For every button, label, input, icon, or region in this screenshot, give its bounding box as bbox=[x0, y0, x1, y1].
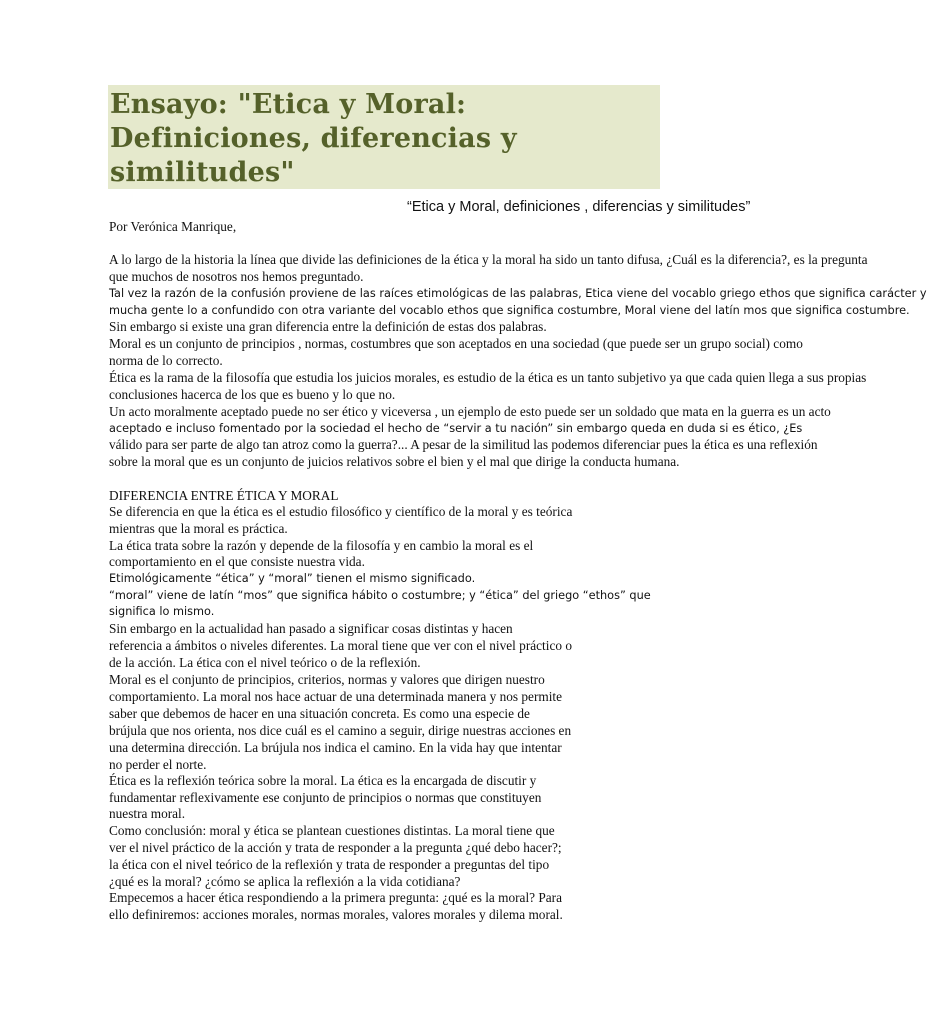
paragraph-line: que muchos de nosotros nos hemos preguntado. bbox=[109, 269, 364, 284]
essay-subtitle: “Etica y Moral, definiciones , diferencias y similitudes” bbox=[407, 199, 751, 215]
paragraph-line: A lo largo de la historia la línea que divide las definiciones de la ética y la moral ha sido un tanto difusa, ¿Cuál es la diferencia?, es la pregunta bbox=[109, 252, 868, 267]
paragraph-line: comportamiento. La moral nos hace actuar de una determinada manera y nos permite bbox=[109, 689, 563, 704]
paragraph-line: no perder el norte. bbox=[109, 757, 207, 772]
paragraph-line: una determina dirección. La brújula nos indica el camino. En la vida hay que intentar bbox=[109, 740, 562, 755]
paragraph-line: conclusiones hacerca de los que es bueno y lo que no. bbox=[109, 387, 396, 402]
paragraph-line: significa lo mismo. bbox=[109, 605, 215, 618]
paragraph-line: ¿qué es la moral? ¿cómo se aplica la reflexión a la vida cotidiana? bbox=[109, 874, 461, 889]
paragraph-line: la ética con el nivel teórico de la reflexión y trata de responder a preguntas del tipo bbox=[109, 857, 550, 872]
paragraph-line: mucha gente lo a confundido con otra variante del vocablo ethos que significa costumbre, Moral viene del latín mos que significa costumbre. bbox=[109, 304, 910, 317]
paragraph-line: La ética trata sobre la razón y depende de la filosofía y en cambio la moral es el bbox=[109, 538, 534, 553]
paragraph-line: nuestra moral. bbox=[109, 806, 186, 821]
paragraph-line: brújula que nos orienta, nos dice cuál es el camino a seguir, dirige nuestras acciones en bbox=[109, 723, 572, 738]
paragraph-line: sobre la moral que es un conjunto de juicios relativos sobre el bien y el mal que dirige la conducta humana. bbox=[109, 454, 680, 469]
paragraph-line: Moral es un conjunto de principios , normas, costumbres que son aceptados en una sociedad (que puede ser un grupo social) como bbox=[109, 336, 803, 351]
paragraph-line: Como conclusión: moral y ética se plantean cuestiones distintas. La moral tiene que bbox=[109, 823, 555, 838]
paragraph-line: válido para ser parte de algo tan atroz como la guerra?... A pesar de la similitud las podemos diferenciar pues la ética es una reflexión bbox=[109, 437, 818, 452]
paragraph-line: de la acción. La ética con el nivel teórico o de la reflexión. bbox=[109, 655, 421, 670]
paragraph-line: saber que debemos de hacer en una situación concreta. Es como una especie de bbox=[109, 706, 530, 721]
paragraph-line: comportamiento en el que consiste nuestra vida. bbox=[109, 554, 365, 569]
essay-title-line-2: Definiciones, diferencias y bbox=[110, 123, 517, 154]
paragraph-line: Sin embargo si existe una gran diferencia entre la definición de estas dos palabras. bbox=[109, 319, 547, 334]
paragraph-line: mientras que la moral es práctica. bbox=[109, 521, 288, 536]
paragraph-line: Sin embargo en la actualidad han pasado a significar cosas distintas y hacen bbox=[109, 621, 513, 636]
paragraph-line: Ética es la rama de la filosofía que estudia los juicios morales, es estudio de la ética es un tanto subjetivo ya que cada quien llega a sus propias bbox=[109, 370, 867, 385]
paragraph-line: Ética es la reflexión teórica sobre la moral. La ética es la encargada de discutir y bbox=[109, 773, 537, 788]
paragraph-line: Moral es el conjunto de principios, criterios, normas y valores que dirigen nuestro bbox=[109, 672, 545, 687]
paragraph-line: fundamentar reflexivamente ese conjunto de principios o normas que constituyen bbox=[109, 790, 542, 805]
paragraph-line: Empecemos a hacer ética respondiendo a la primera pregunta: ¿qué es la moral? Para bbox=[109, 890, 562, 905]
paragraph-line: referencia a ámbitos o niveles diferentes. La moral tiene que ver con el nivel práctico o bbox=[109, 638, 572, 653]
paragraph-line: Se diferencia en que la ética es el estudio filosófico y científico de la moral y es teórica bbox=[109, 504, 573, 519]
essay-title-line-3: similitudes" bbox=[110, 157, 295, 188]
paragraph-line: “moral” viene de latín “mos” que significa hábito o costumbre; y “ética” del griego “ethos” que bbox=[109, 589, 651, 602]
paragraph-line: Tal vez la razón de la confusión proviene de las raíces etimológicas de las palabras, Etica viene del vocablo griego ethos que significa carácter y bbox=[109, 287, 927, 300]
essay-title-line-1: Ensayo: "Etica y Moral: bbox=[110, 89, 467, 120]
section-heading: DIFERENCIA ENTRE ÉTICA Y MORAL bbox=[109, 488, 339, 503]
paragraph-line: norma de lo correcto. bbox=[109, 353, 223, 368]
paragraph-line: Etimológicamente “ética” y “moral” tienen el mismo significado. bbox=[109, 572, 476, 585]
paragraph-line: ver el nivel práctico de la acción y trata de responder a la pregunta ¿qué debo hacer?; bbox=[109, 840, 562, 855]
author-line: Por Verónica Manrique, bbox=[109, 219, 237, 234]
paragraph-line: Un acto moralmente aceptado puede no ser ético y viceversa , un ejemplo de esto puede ser un soldado que mata en la guerra es un acto bbox=[109, 404, 831, 419]
paragraph-line: aceptado e incluso fomentado por la sociedad el hecho de “servir a tu nación” sin embargo queda en duda si es ético, ¿Es bbox=[109, 422, 803, 435]
paragraph-line: ello definiremos: acciones morales, normas morales, valores morales y dilema moral. bbox=[109, 907, 563, 922]
